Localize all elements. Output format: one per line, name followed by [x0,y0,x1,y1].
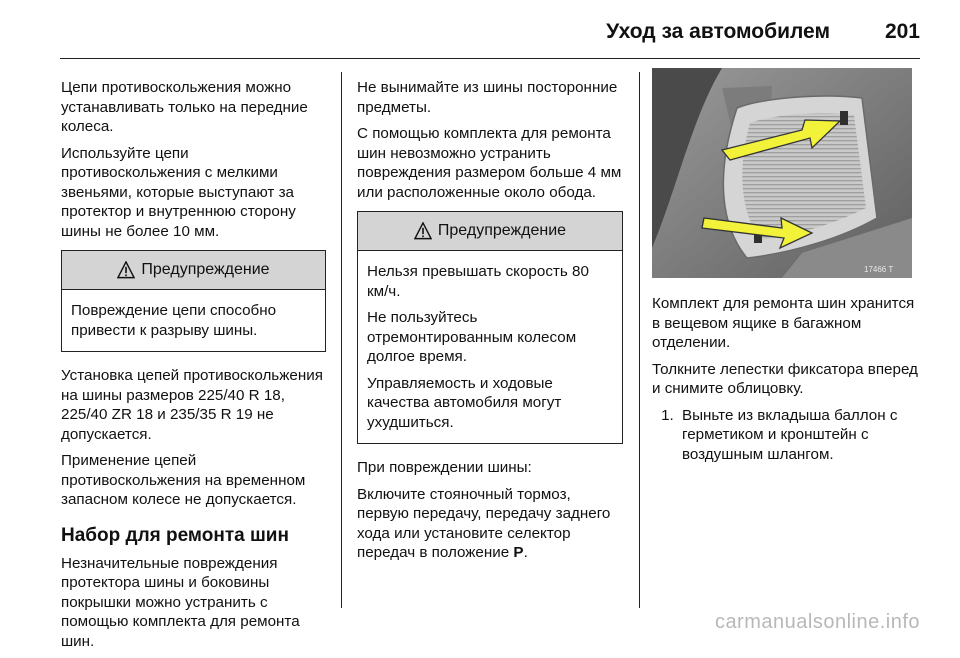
warning-box [61,250,326,352]
page-number: 201 [884,20,920,43]
paragraph: Незначительные повреждения протектора шины и боковины покрышки можно устранить с помощью комплекта для ремонта шин. [61,554,300,650]
header-divider [60,58,920,59]
paragraph: Установка цепей противоскольжения на шины размеров 225/40 R 18, 225/40 ZR 18 и 235/35 R 19 не допускается. [61,367,323,443]
warning-header [358,212,622,251]
paragraph: Не вынимайте из шины посторонние предметы. [357,79,618,116]
paragraph: Применение цепей противоскольжения на временном запасном колесе не допускается. [61,452,306,508]
warning-box [357,211,623,444]
paragraph: При повреждении шины: [357,459,532,476]
warning-header [62,251,325,290]
page-header [60,14,920,60]
warning-title: Предупреждение [141,261,270,279]
paragraph-end: . [523,544,528,561]
header-title: Уход за автомобилем [606,20,830,43]
paragraph: Используйте цепи противоскольжения с мелкими звеньями, которые выступают за протектор и внутреннюю сторону шины не более 10 мм. [61,144,296,240]
right-column [652,72,920,464]
left-column [61,78,326,658]
warning-triangle-icon [117,261,135,279]
warning-line: Не пользуйтесь отремонтированным колесом долгое время. [367,309,577,365]
paragraph [357,485,623,563]
gear-position-label: P [513,544,524,561]
paragraph: Комплект для ремонта шин хранится в вещевом ящике в багажном отделении. [652,295,915,351]
column-divider-right [639,72,640,608]
watermark: carmanualsonline.info [714,611,920,633]
paragraph: С помощью комплекта для ремонта шин невозможно устранить повреждения размером больше 4 мм или расположенные около обода. [357,125,622,201]
paragraph-text: Включите стояночный тормоз, первую передачу, передачу заднего хода или установите селектор передач в положение [357,485,611,561]
warning-line: Нельзя превышать скорость 80 км/ч. [367,263,589,300]
warning-triangle-icon [414,222,432,240]
steps-list [652,406,920,465]
list-item: 1. Выньте из вкладыша баллон с герметиком и кронштейн с воздушным шлангом. [678,406,920,465]
trunk-photo [652,68,912,278]
trunk-illustration [652,68,912,278]
paragraph: Толкните лепестки фиксатора вперед и снимите облицовку. [652,360,918,397]
section-heading: Набор для ремонта шин [61,524,289,546]
paragraph: Цепи противоскольжения можно устанавливать только на передние колеса. [61,79,308,135]
warning-line: Управляемость и ходовые качества автомобиля могут ухудшиться. [367,374,562,431]
warning-title: Предупреждение [437,222,567,240]
warning-text: Повреждение цепи способно привести к разрыву шины. [71,302,277,339]
image-code: 17466 T [864,265,894,274]
column-divider-left [341,72,342,608]
middle-column [357,78,623,570]
